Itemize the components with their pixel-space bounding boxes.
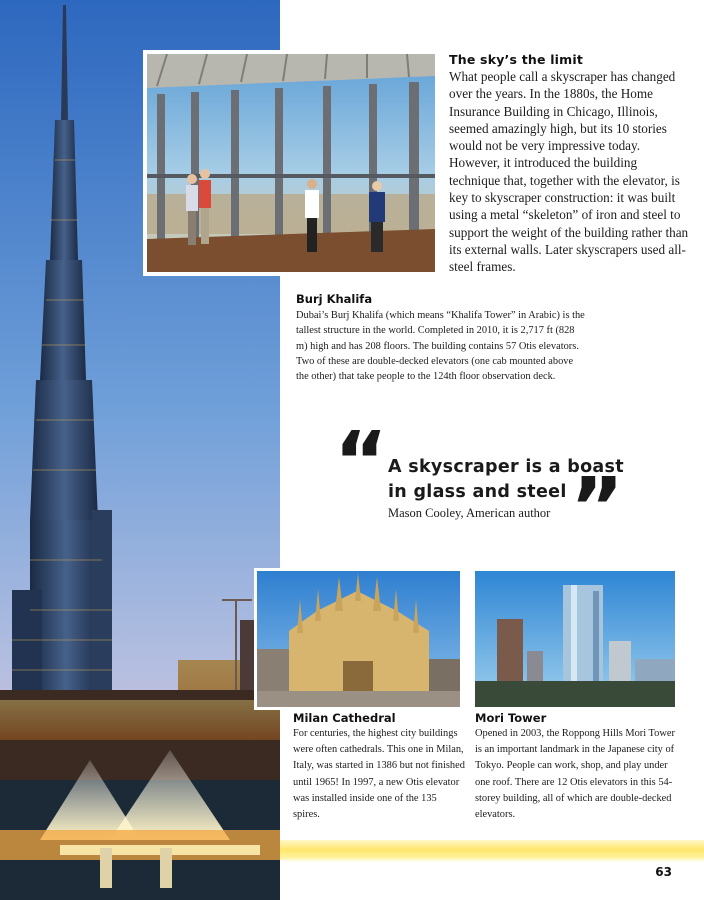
milan-cathedral-body: For centuries, the highest city buildings were often cathedrals. This one in Milan, Italy, was started in 1386 but not finished until 1965! In 1997, a new Otis elevator was installed inside one of the 135 spires. xyxy=(293,728,465,821)
burj-khalifa-heading: Burj Khalifa xyxy=(296,292,373,306)
observation-deck-photo xyxy=(143,50,439,276)
open-quote-mark: “ xyxy=(334,415,382,510)
decorative-yellow-band xyxy=(280,840,704,862)
mori-tower-body: Opened in 2003, the Roppong Hills Mori Tower is an important landmark in the Japanese city of Tokyo. People can work, shop, and play under one roof. There are 12 Otis elevators in this 54-storey building, all of which are double-decked elevators. xyxy=(475,728,675,821)
close-quote-mark: ” xyxy=(570,461,618,556)
sky-limit-body: What people call a skyscraper has changed over the years. In the 1880s, the Home Insurance Building in Chicago, Illinois, seemed amazingly high, but its 10 stories would not be very impressive today. However, it introduced the building technique that, together with the elevator, is key to skyscraper construction: it was built using a metal “skeleton” of iron and steel to support the weight of the building rather than its external walls. Later skyscrapers used all-steel frames. xyxy=(449,69,689,275)
mori-tower-heading: Mori Tower xyxy=(475,711,547,725)
mori-tower-photo xyxy=(472,568,678,710)
burj-khalifa-body: Dubai’s Burj Khalifa (which means “Khalifa Tower” in Arabic) is the tallest structure in the world. Completed in 2010, it is 2,717 ft (828 m) high and has 208 floors. The building contains 57 Otis elevators. Two of these are double-decked elevators (one cab mounted above the other) that take people to the 124th floor observation deck. xyxy=(296,310,585,383)
pull-quote-line-1: A skyscraper is a boast xyxy=(388,457,624,477)
quote-author: Mason Cooley, American author xyxy=(388,506,551,520)
sky-limit-heading: The sky’s the limit xyxy=(449,52,584,67)
milan-cathedral-heading: Milan Cathedral xyxy=(293,711,396,725)
milan-cathedral-photo xyxy=(254,568,463,710)
pull-quote-line-2: in glass and steel xyxy=(388,481,567,502)
page-number: 63 xyxy=(655,865,672,879)
